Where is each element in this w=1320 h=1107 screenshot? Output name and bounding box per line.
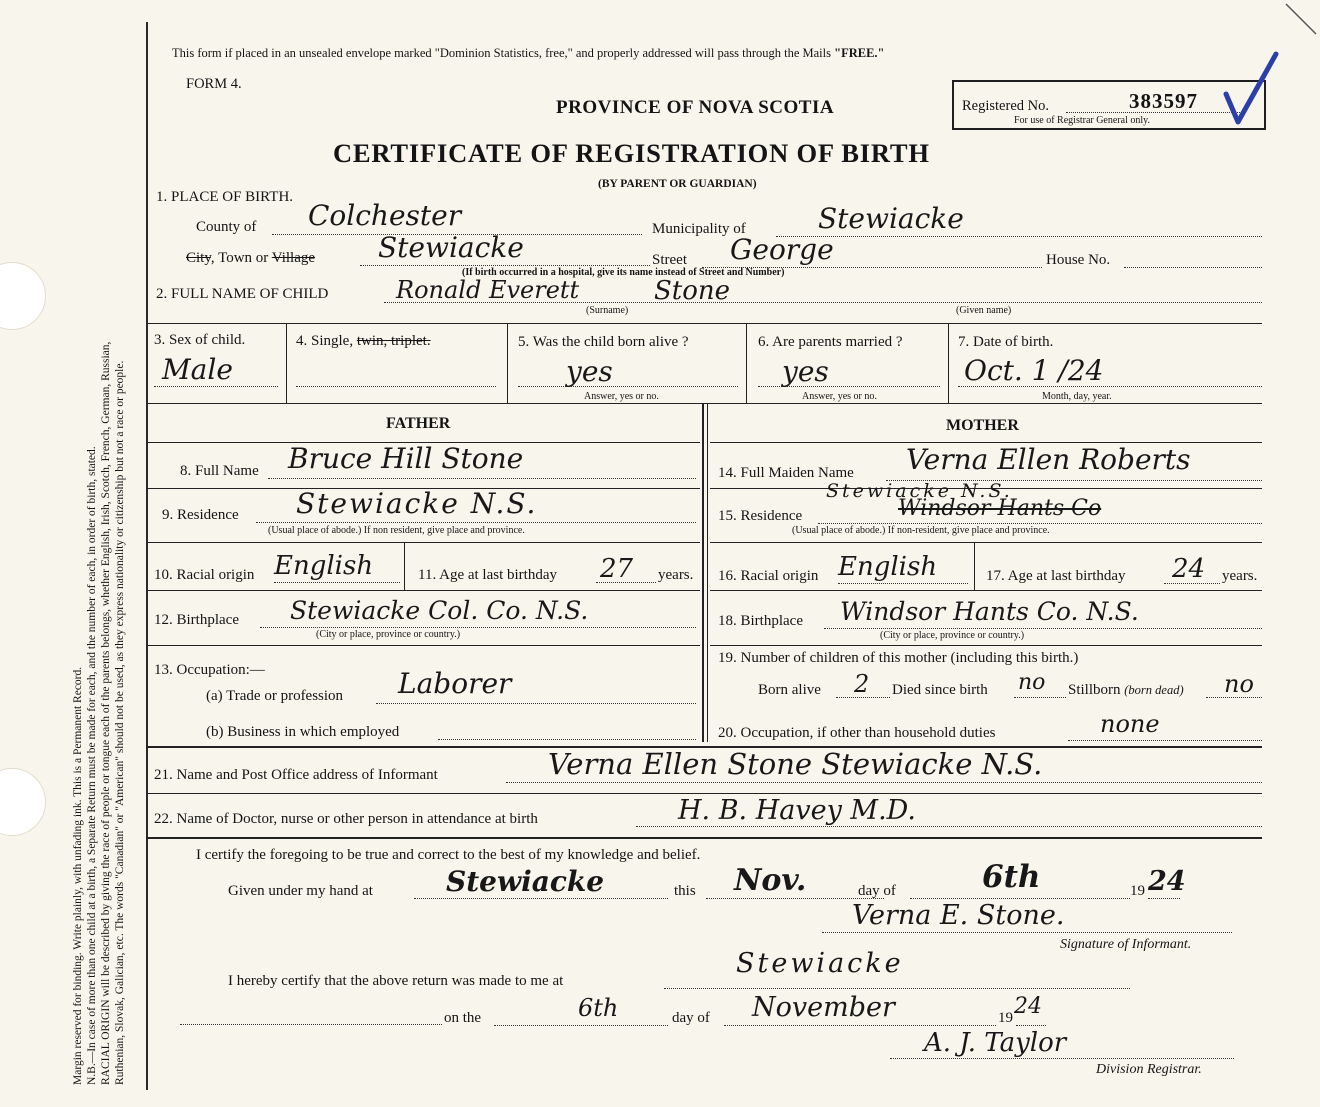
born-alive-value: yes — [566, 355, 613, 388]
informant-label: 21. Name and Post Office address of Informant — [154, 767, 438, 783]
parents-married-label: 6. Are parents married ? — [758, 334, 903, 350]
father-racial-value: English — [274, 551, 374, 581]
died-since-birth-label: Died since birth — [892, 682, 988, 698]
binder-hole-top — [0, 262, 46, 330]
village-label: Village — [271, 250, 316, 266]
father-birthplace-hint: (City or place, province or country.) — [316, 629, 461, 640]
registered-number-box — [952, 80, 1266, 130]
surname-hint: (Surname) — [586, 305, 629, 316]
certificate-title: CERTIFICATE OF REGISTRATION OF BIRTH — [333, 138, 930, 168]
father-birthplace-value: Stewiacke Col. Co. N.S. — [290, 596, 589, 625]
mother-children-label: 19. Number of children of this mother (including this birth.) — [718, 650, 1079, 666]
father-age-value: 27 — [600, 554, 634, 584]
child-name-label: 2. FULL NAME OF CHILD — [156, 286, 329, 302]
stillborn-hint: (born dead) — [1124, 683, 1184, 697]
parents-married-hint: Answer, yes or no. — [802, 391, 877, 402]
registrar-statement: I hereby certify that the above return was made to me at — [228, 973, 564, 989]
given-name-hint: (Given name) — [956, 305, 1012, 316]
father-birthplace-label: 12. Birthplace — [154, 612, 239, 628]
born-alive-count-label: Born alive — [758, 682, 821, 698]
given-place-value: Stewiacke — [446, 865, 605, 898]
province-heading: PROVINCE OF NOVA SCOTIA — [556, 97, 835, 118]
county-value: Colchester — [308, 199, 462, 232]
registrar-on-label: on the — [444, 1010, 482, 1026]
father-racial-label: 10. Racial origin — [154, 567, 255, 583]
stillborn-value: no — [1224, 670, 1254, 698]
check-mark-icon — [1222, 50, 1282, 130]
mother-birthplace-label: 18. Birthplace — [718, 613, 803, 629]
mother-years-label: years. — [1222, 568, 1258, 584]
born-alive-hint: Answer, yes or no. — [584, 391, 659, 402]
this-label: this — [674, 883, 696, 899]
margin-note-4: Ruthenian, Slovak, Galician, etc. The words "Canadian" or "American" should not be used, as they express nationality or citizenship but not a race or people. — [114, 360, 126, 1085]
informant-value: Verna Ellen Stone Stewiacke N.S. — [548, 747, 1043, 781]
father-trade-label: (a) Trade or profession — [206, 688, 344, 704]
father-name-label: 8. Full Name — [180, 463, 259, 479]
informant-signature: Verna E. Stone. — [852, 900, 1065, 931]
mother-birthplace-hint: (City or place, province or country.) — [880, 630, 1025, 641]
given-under-hand-label: Given under my hand at — [228, 883, 373, 899]
mother-age-value: 24 — [1172, 554, 1206, 584]
registrar-day-value: 6th — [578, 994, 619, 1022]
registered-number: 383597 — [1129, 89, 1198, 113]
born-alive-label: 5. Was the child born alive ? — [518, 334, 689, 350]
certification-statement: I certify the foregoing to be true and correct to the best of my knowledge and belief. — [196, 847, 701, 863]
father-occupation-label: 13. Occupation:— — [154, 662, 265, 678]
municipality-label: Municipality of — [652, 221, 746, 237]
mother-birthplace-value: Windsor Hants Co. N.S. — [840, 597, 1139, 626]
registrar-year-value: 24 — [1014, 994, 1042, 1019]
certificate-subtitle: (BY PARENT OR GUARDIAN) — [598, 178, 757, 190]
margin-note-1: Margin reserved for binding. Write plainly, with unfading ink. This is a Permanent Record. — [72, 666, 84, 1085]
father-name-value: Bruce Hill Stone — [288, 442, 524, 475]
stillborn-label: Stillborn (born dead) — [1068, 682, 1184, 698]
house-number-label: House No. — [1046, 252, 1111, 268]
father-residence-hint: (Usual place of abode.) If non resident, give place and province. — [268, 525, 525, 536]
mother-residence-struck: Windsor Hants Co — [898, 496, 1102, 521]
father-trade-value: Laborer — [398, 667, 512, 700]
date-of-birth-value: Oct. 1 /24 — [964, 354, 1104, 387]
father-age-label: 11. Age at last birthday — [418, 567, 557, 583]
margin-note-3: RACIAL ORIGIN will be described by giving the race of people or tongue each of the parents belongs, whether English, Irish, Scotch, French, German, Russian, — [100, 341, 112, 1085]
mother-age-label: 17. Age at last birthday — [986, 568, 1126, 584]
informant-signature-label: Signature of Informant. — [1060, 937, 1192, 952]
sex-label: 3. Sex of child. — [154, 332, 246, 348]
registrar-month-value: November — [752, 992, 895, 1023]
corner-fold-icon — [1284, 2, 1318, 36]
sex-value: Male — [162, 353, 233, 386]
certification-month-value: Nov. — [734, 863, 807, 898]
date-of-birth-label: 7. Date of birth. — [958, 334, 1054, 350]
registered-label: Registered No. — [962, 98, 1049, 114]
died-since-birth-value: no — [1018, 670, 1046, 695]
city-town-village-label: City, Town or Village — [186, 250, 316, 266]
father-residence-label: 9. Residence — [162, 507, 239, 523]
registrar-year-prefix: 19 — [998, 1010, 1013, 1026]
mother-residence-label: 15. Residence — [718, 508, 803, 524]
certification-day-value: 6th — [982, 859, 1041, 895]
plurality-label: 4. Single, twin, triplet. — [296, 333, 431, 349]
municipality-value: Stewiacke — [818, 202, 964, 235]
registrar-signature: A. J. Taylor — [924, 1028, 1067, 1058]
hospital-note: (If birth occurred in a hospital, give its name instead of Street and Number) — [462, 267, 785, 278]
mother-occupation-value: none — [1100, 710, 1160, 738]
father-residence-value: Stewiacke N.S. — [296, 487, 538, 520]
certification-year-prefix: 19 — [1130, 883, 1145, 899]
mother-name-value: Verna Ellen Roberts — [906, 443, 1191, 476]
margin-note-2: N.B.—In case of more than one child at a birth, a Separate Return must be made for each, and the number of each, in order of birth, stated. — [86, 446, 98, 1085]
doctor-label: 22. Name of Doctor, nurse or other person in attendance at birth — [154, 811, 538, 827]
binding-margin-rule — [146, 22, 148, 1090]
mother-name-label: 14. Full Maiden Name — [718, 465, 854, 481]
twin-triplet-label: twin, triplet. — [356, 333, 431, 349]
city-label: City — [186, 250, 211, 266]
place-of-birth-heading: 1. PLACE OF BIRTH. — [156, 189, 294, 205]
registrar-note: For use of Registrar General only. — [1014, 115, 1150, 126]
margin-notes — [72, 342, 128, 1085]
registrar-title: Division Registrar. — [1096, 1062, 1202, 1077]
mail-notice: This form if placed in an unsealed envelope marked "Dominion Statistics, free," and properly addressed will pass through the Mails "FREE." — [172, 46, 885, 60]
mother-racial-value: English — [838, 552, 938, 582]
born-alive-count-value: 2 — [854, 670, 870, 698]
certification-year-value: 24 — [1148, 866, 1186, 897]
mother-residence-value: Stewiacke N.S. — [826, 480, 1013, 502]
registrar-place-value: Stewiacke — [736, 948, 904, 979]
mother-heading: MOTHER — [946, 417, 1019, 434]
form-number: FORM 4. — [186, 76, 242, 92]
mother-racial-label: 16. Racial origin — [718, 568, 819, 584]
father-business-label: (b) Business in which employed — [206, 724, 400, 740]
mother-occupation-label: 20. Occupation, if other than household duties — [718, 725, 996, 741]
father-heading: FATHER — [386, 415, 451, 432]
certification-day-label: day of — [858, 883, 896, 899]
county-label: County of — [196, 219, 257, 235]
registrar-day-label: day of — [672, 1010, 710, 1026]
parents-married-value: yes — [782, 355, 829, 388]
town-value: Stewiacke — [378, 231, 524, 264]
date-of-birth-hint: Month, day, year. — [1042, 391, 1112, 402]
street-label: Street — [652, 252, 687, 268]
doctor-value: H. B. Havey M.D. — [678, 795, 916, 826]
binder-hole-bottom — [0, 768, 46, 836]
mother-residence-hint: (Usual place of abode.) If non-resident, give place and province. — [792, 525, 1050, 536]
child-surname: Stone — [654, 276, 731, 306]
child-given-name: Ronald Everett — [396, 276, 580, 304]
father-years-label: years. — [658, 567, 694, 583]
mail-free: "FREE." — [834, 46, 885, 60]
street-value: George — [730, 233, 834, 266]
